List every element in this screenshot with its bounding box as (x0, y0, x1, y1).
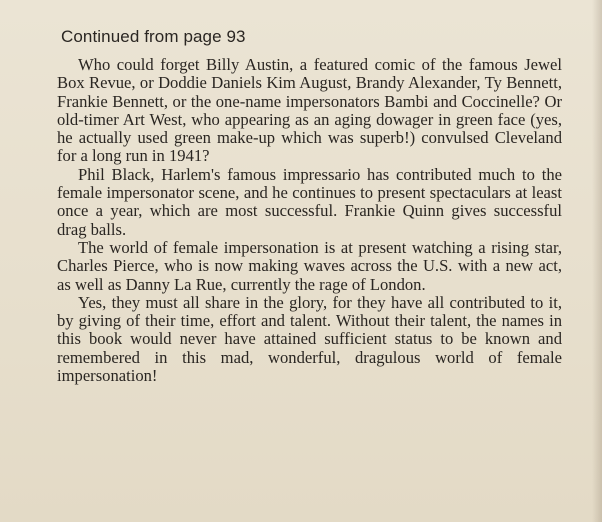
continued-from-header: Continued from page 93 (61, 27, 246, 46)
article-body (57, 56, 562, 385)
paragraph-billy-austin: Who could forget Billy Austin, a featured comic of the famous Jewel Box Revue, or Doddie Daniels Kim August, Brandy Alexander, Ty Bennett, Frankie Bennett, or the one-name impersonators Bambi and Coccinelle? Or old-timer Art West, who appearing as an aging dowager in green face (yes, he actually used green make-up which was superb!) convulsed Cleveland for a long run in 1941? (57, 55, 562, 166)
paragraph-phil-black: Phil Black, Harlem's famous impressario has contributed much to the female impersonator scene, and he continues to present spectaculars at least once a year, which are most successful. Frankie Quinn gives successful drag balls. (57, 164, 562, 239)
paragraph-charles-pierce: The world of female impersonation is at present watching a rising star, Charles Pierce, who is now making waves across the U.S. with a new act, as well as Danny La Rue, currently the rage of London. (57, 237, 562, 294)
paragraph-closing: Yes, they must all share in the glory, for they have all contributed to it, by giving of their time, effort and talent. Without their talent, the names in this book would never have attained sufficient status to be known and remembered in this mad, wonderful, dragulous world of female impersonation! (57, 292, 562, 386)
